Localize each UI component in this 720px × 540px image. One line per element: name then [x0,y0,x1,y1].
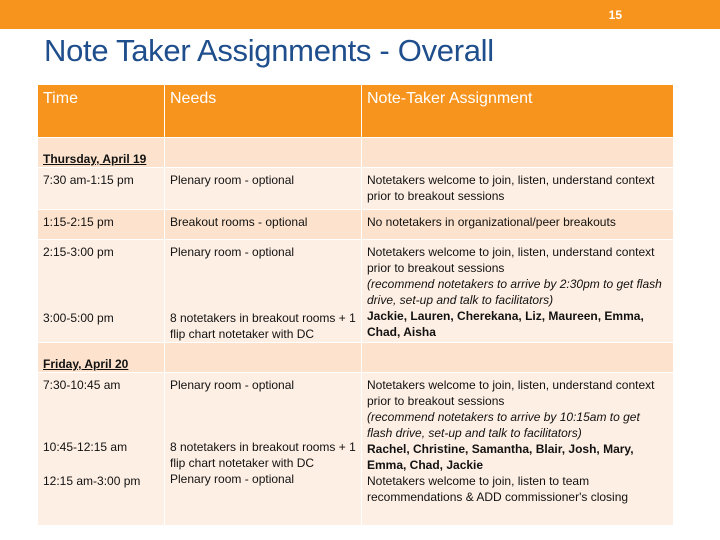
day-label-cell [38,138,165,168]
needs-value: Plenary room - optional [170,245,295,259]
empty-cell [165,343,362,373]
time-value: 2:15-3:00 pm [43,245,114,259]
table-row [38,168,674,210]
assignment-cell: Notetakers welcome to join, listen, understand context prior to breakout sessions [362,168,674,210]
assignment-note: (recommend notetakers to arrive by 2:30pm to get flash drive, set-up and talk to facilitators) [367,277,662,307]
empty-cell [362,343,674,373]
time-value: 7:30-10:45 am [43,378,121,392]
table-row [38,240,674,343]
time-value: 10:45-12:15 am [43,440,128,454]
day-label-friday: Friday, April 20 [43,357,129,371]
assignment-text: Notetakers welcome to join, listen, understand context prior to breakout sessions [367,378,655,408]
column-header-assignment: Note-Taker Assignment [362,85,674,138]
assignment-cell [362,240,674,343]
needs-value: 8 notetakers in breakout rooms + 1 flip chart notetaker with DC [170,311,356,341]
day-row-thursday [38,138,674,168]
needs-cell: Breakout rooms - optional [165,210,362,240]
assignment-text: Notetakers welcome to join, listen, understand context prior to breakout sessions [367,245,655,275]
needs-cell: Plenary room - optional [165,168,362,210]
assignment-names: Rachel, Christine, Samantha, Blair, Josh, Mary, Emma, Chad, Jackie [367,442,634,472]
empty-cell [165,138,362,168]
needs-cell [165,373,362,526]
time-cell: 1:15-2:15 pm [38,210,165,240]
empty-cell [362,138,674,168]
assignment-names: Jackie, Lauren, Cherekana, Liz, Maureen, Emma, Chad, Aisha [367,309,644,339]
needs-cell [165,240,362,343]
time-cell: 7:30 am-1:15 pm [38,168,165,210]
assignment-note: (recommend notetakers to arrive by 10:15am to get flash drive, set-up and talk to facilitators) [367,410,640,440]
table-row [38,373,674,526]
day-label-thursday: Thursday, April 19 [43,152,147,166]
needs-value: Plenary room - optional [170,378,295,392]
needs-value: 8 notetakers in breakout rooms + 1 flip chart notetaker with DC [170,440,356,470]
table-row [38,210,674,240]
assignment-cell [362,373,674,526]
time-value: 3:00-5:00 pm [43,311,114,325]
column-header-time: Time [38,85,165,138]
column-header-needs: Needs [165,85,362,138]
slide-number: 15 [608,8,622,22]
assignment-text: Notetakers welcome to join, listen to team recommendations & ADD commissioner's closing [367,474,629,504]
slide-title: Note Taker Assignments - Overall [44,33,494,68]
time-cell [38,373,165,526]
time-cell [38,240,165,343]
header-bar [0,0,720,29]
assignments-table [37,84,674,526]
assignment-cell: No notetakers in organizational/peer breakouts [362,210,674,240]
header-row [38,85,674,138]
day-label-cell [38,343,165,373]
day-row-friday [38,343,674,373]
needs-value: Plenary room - optional [170,472,295,486]
time-value: 12:15 am-3:00 pm [43,474,141,488]
